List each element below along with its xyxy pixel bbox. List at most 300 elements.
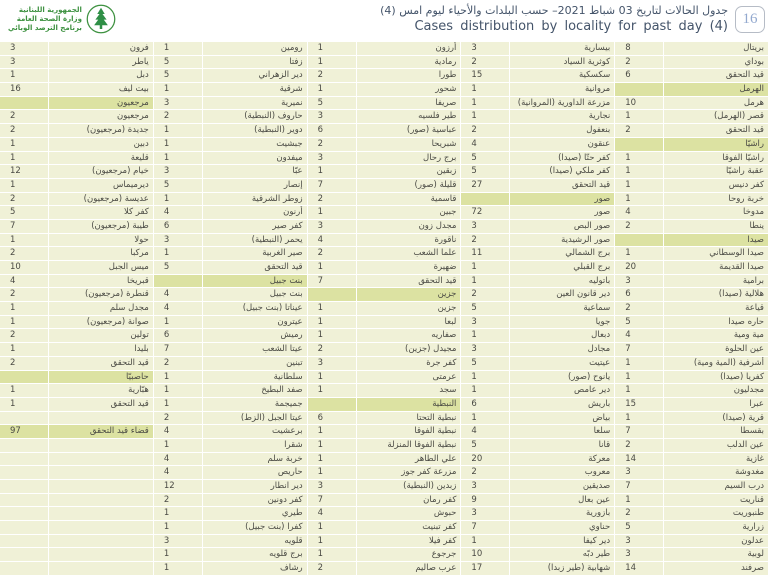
count-cell: 1 xyxy=(461,110,509,123)
locality-cell: عيناتا (بنت جبيل) xyxy=(203,302,307,315)
locality-cell: هلالية (صيدا) xyxy=(664,288,768,301)
locality-cell: رمادية xyxy=(357,56,461,69)
count-cell: 1 xyxy=(154,42,202,55)
count-cell: 1 xyxy=(461,329,509,342)
locality-cell: زوطر الشرقية xyxy=(203,193,307,206)
locality-cell: بازورية xyxy=(510,507,614,520)
locality-cell: صيدا الوسطاني xyxy=(664,247,768,260)
locality-cell: كفر حتّا (صيدا) xyxy=(510,152,614,165)
locality-cell: ياطر xyxy=(49,56,153,69)
count-cell xyxy=(0,507,48,520)
count-cell: 5 xyxy=(154,69,202,82)
locality-cell xyxy=(49,535,153,548)
locality-cell: حاريص xyxy=(203,466,307,479)
count-cell: 3 xyxy=(308,110,356,123)
locality-cell xyxy=(49,439,153,452)
count-cell: 1 xyxy=(154,247,202,260)
district-header-cell: مرجعيون xyxy=(49,97,153,110)
count-cell: 2 xyxy=(308,69,356,82)
locality-cell: قيد التحقق xyxy=(49,398,153,411)
locality-cell: عين الحلوة xyxy=(664,343,768,356)
locality-cell: قياعة xyxy=(664,302,768,315)
count-cell: 2 xyxy=(615,507,663,520)
count-cell xyxy=(0,439,48,452)
count-cell: 1 xyxy=(308,466,356,479)
locality-cell: عديسة (مرجعيون) xyxy=(49,193,153,206)
locality-cell: كفر فيلا xyxy=(357,535,461,548)
count-cell: 10 xyxy=(0,261,48,274)
count-cell: 8 xyxy=(615,42,663,55)
locality-cell: عين الدلب xyxy=(664,439,768,452)
count-cell: 1 xyxy=(154,316,202,329)
locality-cell: قبريخا xyxy=(49,275,153,288)
count-cell: 1 xyxy=(615,193,663,206)
report-title-arabic: جدول الحالات لتاريخ 03 شباط 2021– حسب البلدات والأحياء ليوم امس (4) xyxy=(380,4,728,17)
locality-cell: صور xyxy=(510,206,614,219)
count-cell xyxy=(0,97,48,110)
count-cell: 3 xyxy=(308,480,356,493)
count-cell: 10 xyxy=(461,548,509,561)
locality-cell: دير قانون العين xyxy=(510,288,614,301)
locality-cell: دير الزهراني xyxy=(203,69,307,82)
count-cell: 2 xyxy=(615,124,663,137)
count-cell: 3 xyxy=(461,507,509,520)
count-cell: 3 xyxy=(461,42,509,55)
locality-cell: دير عامص xyxy=(510,384,614,397)
locality-cell: باريش xyxy=(510,398,614,411)
count-cell: 3 xyxy=(461,220,509,233)
locality-cell: صديقين xyxy=(510,480,614,493)
locality-cell: طيري xyxy=(203,507,307,520)
cases-table xyxy=(0,42,768,576)
locality-cell: زرارية xyxy=(664,521,768,534)
count-cell: 6 xyxy=(154,220,202,233)
locality-cell: صيدا القديمة xyxy=(664,261,768,274)
count-cell: 1 xyxy=(0,316,48,329)
locality-cell: مزرعة الداورية (المروانية) xyxy=(510,97,614,110)
count-cell: 1 xyxy=(461,261,509,274)
count-cell: 3 xyxy=(154,165,202,178)
count-cell: 1 xyxy=(308,535,356,548)
locality-cell: عرب صاليم xyxy=(357,562,461,575)
count-cell xyxy=(615,83,663,96)
count-cell: 7 xyxy=(154,343,202,356)
district-header-cell: صور xyxy=(510,193,614,206)
count-cell: 3 xyxy=(461,316,509,329)
locality-cell: نجارية xyxy=(510,110,614,123)
locality-cell: بيت ليف xyxy=(49,83,153,96)
locality-cell: طنبوريت xyxy=(664,507,768,520)
locality-cell: شهابية (طير زبدا) xyxy=(510,562,614,575)
locality-cell: سلطانية xyxy=(203,371,307,384)
count-cell: 6 xyxy=(461,398,509,411)
district-header-cell: جزين xyxy=(357,288,461,301)
count-cell: 4 xyxy=(615,329,663,342)
count-cell: 2 xyxy=(615,56,663,69)
count-cell xyxy=(461,193,509,206)
count-cell: 2 xyxy=(154,357,202,370)
locality-cell: كوثرية السياد xyxy=(510,56,614,69)
count-cell: 1 xyxy=(0,343,48,356)
locality-cell: دبل xyxy=(49,69,153,82)
count-cell: 4 xyxy=(154,466,202,479)
locality-cell: دبين xyxy=(49,138,153,151)
locality-cell xyxy=(49,412,153,425)
count-cell: 1 xyxy=(308,521,356,534)
count-cell: 6 xyxy=(615,69,663,82)
locality-cell: رومين xyxy=(203,42,307,55)
count-cell: 1 xyxy=(0,302,48,315)
count-cell: 3 xyxy=(461,343,509,356)
count-cell: 1 xyxy=(461,371,509,384)
count-cell xyxy=(0,535,48,548)
locality-cell: درب السيم xyxy=(664,480,768,493)
count-cell: 1 xyxy=(615,179,663,192)
locality-cell: قنطرة (مرجعيون) xyxy=(49,288,153,301)
locality-cell: جديدة (مرجعيون) xyxy=(49,124,153,137)
count-cell: 3 xyxy=(154,97,202,110)
count-cell: 1 xyxy=(461,97,509,110)
count-cell: 2 xyxy=(0,124,48,137)
count-cell: 6 xyxy=(154,329,202,342)
cedar-tree-icon xyxy=(86,4,116,34)
locality-cell: بقسطا xyxy=(664,425,768,438)
locality-cell: دوير (النبطية) xyxy=(203,124,307,137)
count-cell: 7 xyxy=(615,343,663,356)
report-header xyxy=(0,0,768,42)
count-cell: 5 xyxy=(154,179,202,192)
locality-cell: أشرفية (المية ومية) xyxy=(664,357,768,370)
count-cell: 11 xyxy=(461,247,509,260)
count-cell: 5 xyxy=(154,261,202,274)
locality-cell: صير الغربية xyxy=(203,247,307,260)
count-cell: 4 xyxy=(308,507,356,520)
locality-cell: عيتيت xyxy=(510,357,614,370)
locality-cell: مغدوشة xyxy=(664,466,768,479)
locality-cell: عين بعال xyxy=(510,494,614,507)
locality-cell xyxy=(49,548,153,561)
count-cell: 5 xyxy=(461,165,509,178)
locality-cell xyxy=(49,453,153,466)
locality-cell: فرون xyxy=(49,42,153,55)
count-cell: 4 xyxy=(308,234,356,247)
locality-cell: ناقورة xyxy=(357,234,461,247)
locality-cell: بنعفول xyxy=(510,124,614,137)
count-cell: 1 xyxy=(615,371,663,384)
count-cell: 1 xyxy=(615,152,663,165)
count-cell: 2 xyxy=(461,56,509,69)
locality-cell: بريتال xyxy=(664,42,768,55)
count-cell: 2 xyxy=(615,439,663,452)
locality-cell: قانا xyxy=(510,439,614,452)
count-cell: 2 xyxy=(0,329,48,342)
locality-cell: حاروف (النبطية) xyxy=(203,110,307,123)
count-cell: 4 xyxy=(154,453,202,466)
locality-cell: طيبة (مرجعيون) xyxy=(49,220,153,233)
locality-cell: صور الرشيدية xyxy=(510,234,614,247)
count-cell: 1 xyxy=(308,56,356,69)
count-cell: 3 xyxy=(0,42,48,55)
count-cell: 3 xyxy=(308,152,356,165)
count-cell: 5 xyxy=(461,357,509,370)
locality-cell: كفر كلا xyxy=(49,206,153,219)
locality-cell: طير دبّه xyxy=(510,548,614,561)
report-title-english: Cases distribution by locality for past day (4) xyxy=(414,19,728,34)
count-cell: 4 xyxy=(154,302,202,315)
count-cell: 14 xyxy=(615,453,663,466)
count-cell: 1 xyxy=(154,371,202,384)
locality-cell: جرجوع xyxy=(357,548,461,561)
locality-cell: كفر تبنيت xyxy=(357,521,461,534)
locality-cell: برامية xyxy=(664,275,768,288)
locality-cell: باتوليه xyxy=(510,275,614,288)
locality-cell: هرمل xyxy=(664,97,768,110)
locality-cell: لبعا xyxy=(357,316,461,329)
count-cell: 5 xyxy=(461,302,509,315)
locality-cell: سجد xyxy=(357,384,461,397)
count-cell: 1 xyxy=(0,69,48,82)
count-cell: 14 xyxy=(615,562,663,575)
count-cell: 1 xyxy=(615,165,663,178)
count-cell: 2 xyxy=(0,357,48,370)
locality-cell: سلعا xyxy=(510,425,614,438)
count-cell xyxy=(615,138,663,151)
count-cell: 3 xyxy=(154,535,202,548)
count-cell: 1 xyxy=(308,206,356,219)
locality-cell: علما الشعب xyxy=(357,247,461,260)
locality-cell: راشيّا الفوقا xyxy=(664,152,768,165)
count-cell xyxy=(0,466,48,479)
locality-cell: قاسمية xyxy=(357,193,461,206)
locality-cell: قيد التحقق xyxy=(664,124,768,137)
locality-cell: قناريت xyxy=(664,494,768,507)
count-cell: 2 xyxy=(154,494,202,507)
count-cell: 1 xyxy=(0,234,48,247)
count-cell: 1 xyxy=(615,494,663,507)
locality-cell xyxy=(49,494,153,507)
locality-cell: مركبا xyxy=(49,247,153,260)
count-cell: 4 xyxy=(0,275,48,288)
count-cell: 5 xyxy=(154,56,202,69)
locality-cell: رميش xyxy=(203,329,307,342)
locality-cell xyxy=(49,507,153,520)
locality-cell: عيتا الشعب xyxy=(203,343,307,356)
locality-cell: هبّارية xyxy=(49,384,153,397)
count-cell: 2 xyxy=(308,562,356,575)
count-cell: 2 xyxy=(154,110,202,123)
count-cell: 5 xyxy=(308,97,356,110)
locality-cell: قيد التحقق xyxy=(203,261,307,274)
count-cell: 2 xyxy=(461,288,509,301)
count-cell: 7 xyxy=(308,494,356,507)
locality-cell xyxy=(49,521,153,534)
page-number-badge: 16 xyxy=(735,6,765,33)
count-cell xyxy=(0,494,48,507)
count-cell: 1 xyxy=(615,110,663,123)
count-cell: 3 xyxy=(461,480,509,493)
count-cell: 5 xyxy=(615,521,663,534)
locality-cell: قليعة xyxy=(49,152,153,165)
locality-cell: صور البص xyxy=(510,220,614,233)
locality-cell: مروانية xyxy=(510,83,614,96)
count-cell: 17 xyxy=(461,562,509,575)
count-cell: 5 xyxy=(461,439,509,452)
count-cell: 1 xyxy=(308,439,356,452)
locality-cell: ديرميماس xyxy=(49,179,153,192)
locality-cell: مجدليون xyxy=(664,384,768,397)
count-cell: 27 xyxy=(461,179,509,192)
count-cell xyxy=(615,234,663,247)
locality-cell: دير انطار xyxy=(203,480,307,493)
count-cell: 3 xyxy=(308,220,356,233)
count-cell: 7 xyxy=(308,179,356,192)
count-cell: 2 xyxy=(308,247,356,260)
locality-cell: كفر رمان xyxy=(357,494,461,507)
locality-cell: مجيدل (جزين) xyxy=(357,343,461,356)
count-cell: 1 xyxy=(0,398,48,411)
count-cell: 2 xyxy=(308,343,356,356)
count-cell: 12 xyxy=(0,165,48,178)
count-cell: 2 xyxy=(0,247,48,260)
count-cell: 1 xyxy=(154,124,202,137)
count-cell: 3 xyxy=(0,56,48,69)
count-cell: 1 xyxy=(154,439,202,452)
district-header-cell: بنت جبيل xyxy=(203,275,307,288)
locality-cell: شقرا xyxy=(203,439,307,452)
count-cell: 1 xyxy=(615,384,663,397)
count-cell: 1 xyxy=(308,316,356,329)
locality-cell: معروب xyxy=(510,466,614,479)
locality-cell: صفاريه xyxy=(357,329,461,342)
locality-cell: برج قلويه xyxy=(203,548,307,561)
count-cell: 1 xyxy=(461,83,509,96)
locality-cell: نميرية xyxy=(203,97,307,110)
count-cell: 1 xyxy=(461,384,509,397)
locality-cell: مجدل سلم xyxy=(49,302,153,315)
locality-cell: صوانة (مرجعيون) xyxy=(49,316,153,329)
locality-cell: حاره صيدا xyxy=(664,316,768,329)
locality-cell: نبطية التحتا xyxy=(357,412,461,425)
count-cell: 2 xyxy=(461,124,509,137)
locality-cell: أرزون xyxy=(357,42,461,55)
ministry-logo-text xyxy=(8,6,82,33)
count-cell: 1 xyxy=(154,562,202,575)
count-cell: 1 xyxy=(0,152,48,165)
locality-cell: زبقين xyxy=(357,165,461,178)
count-cell: 1 xyxy=(615,247,663,260)
locality-cell: مزرعة كفر جوز xyxy=(357,466,461,479)
count-cell: 1 xyxy=(154,507,202,520)
locality-cell: بنت جبيل xyxy=(203,288,307,301)
count-cell: 3 xyxy=(154,234,202,247)
count-cell: 3 xyxy=(615,466,663,479)
locality-cell: قليلة (صور) xyxy=(357,179,461,192)
locality-cell: زبدين (النبطية) xyxy=(357,480,461,493)
locality-cell: طورا xyxy=(357,69,461,82)
locality-cell: بياض xyxy=(510,412,614,425)
count-cell: 7 xyxy=(615,425,663,438)
locality-cell: عيترون xyxy=(203,316,307,329)
locality-cell: قلويه xyxy=(203,535,307,548)
count-cell: 1 xyxy=(461,412,509,425)
locality-cell xyxy=(49,480,153,493)
count-cell: 10 xyxy=(615,97,663,110)
count-cell: 1 xyxy=(615,357,663,370)
count-cell: 1 xyxy=(154,548,202,561)
count-cell: 4 xyxy=(154,288,202,301)
locality-cell: جبشيت xyxy=(203,138,307,151)
locality-cell: غازية xyxy=(664,453,768,466)
count-cell: 2 xyxy=(461,234,509,247)
count-cell: 15 xyxy=(461,69,509,82)
count-cell: 4 xyxy=(615,206,663,219)
count-cell: 1 xyxy=(308,83,356,96)
count-cell: 1 xyxy=(154,193,202,206)
count-cell: 1 xyxy=(308,453,356,466)
count-cell: 7 xyxy=(308,275,356,288)
locality-cell: سماعية xyxy=(510,302,614,315)
count-cell: 4 xyxy=(461,425,509,438)
locality-cell: مجادل xyxy=(510,343,614,356)
count-cell: 15 xyxy=(615,398,663,411)
locality-cell: صفد البطيخ xyxy=(203,384,307,397)
locality-cell: بيسارية xyxy=(510,42,614,55)
locality-cell: كفر جرة xyxy=(357,357,461,370)
locality-cell: ضهيرة xyxy=(357,261,461,274)
count-cell: 1 xyxy=(615,412,663,425)
count-cell xyxy=(0,453,48,466)
locality-cell: سكسكية xyxy=(510,69,614,82)
locality-cell: معركة xyxy=(510,453,614,466)
count-cell: 5 xyxy=(615,316,663,329)
locality-cell: مجدل زون xyxy=(357,220,461,233)
count-cell: 1 xyxy=(0,179,48,192)
count-cell: 1 xyxy=(308,425,356,438)
locality-cell: حبوش xyxy=(357,507,461,520)
locality-cell: عقبة راشيّا xyxy=(664,165,768,178)
locality-cell: علي الطاهر xyxy=(357,453,461,466)
count-cell: 4 xyxy=(154,425,202,438)
logo-line-ministry: وزارة الصحة العامة xyxy=(16,14,82,23)
locality-cell: خيام (مرجعيون) xyxy=(49,165,153,178)
locality-cell: نبطية الفوقا المنزلة xyxy=(357,439,461,452)
locality-cell: برعشيت xyxy=(203,425,307,438)
count-cell: 7 xyxy=(0,220,48,233)
count-cell: 1 xyxy=(308,302,356,315)
locality-cell: يحمر (النبطية) xyxy=(203,234,307,247)
count-cell: 97 xyxy=(0,425,48,438)
count-cell: 4 xyxy=(154,206,202,219)
locality-cell: دير كيفا xyxy=(510,535,614,548)
locality-cell xyxy=(49,562,153,575)
count-cell xyxy=(0,480,48,493)
count-cell: 2 xyxy=(154,412,202,425)
count-cell: 2 xyxy=(461,466,509,479)
locality-cell: ميفدون xyxy=(203,152,307,165)
locality-cell: قيد التحقق xyxy=(357,275,461,288)
locality-cell: قيد التحقق xyxy=(49,357,153,370)
locality-cell: دبعال xyxy=(510,329,614,342)
district-header-cell: النبطية xyxy=(357,398,461,411)
locality-cell: كفر ملكي (صيدا) xyxy=(510,165,614,178)
locality-cell: مدوخا xyxy=(664,206,768,219)
count-cell: 3 xyxy=(615,275,663,288)
locality-cell: عرمتى xyxy=(357,371,461,384)
locality-cell: ينطا xyxy=(664,220,768,233)
locality-cell: تولين xyxy=(49,329,153,342)
count-cell xyxy=(308,398,356,411)
count-cell: 6 xyxy=(615,288,663,301)
